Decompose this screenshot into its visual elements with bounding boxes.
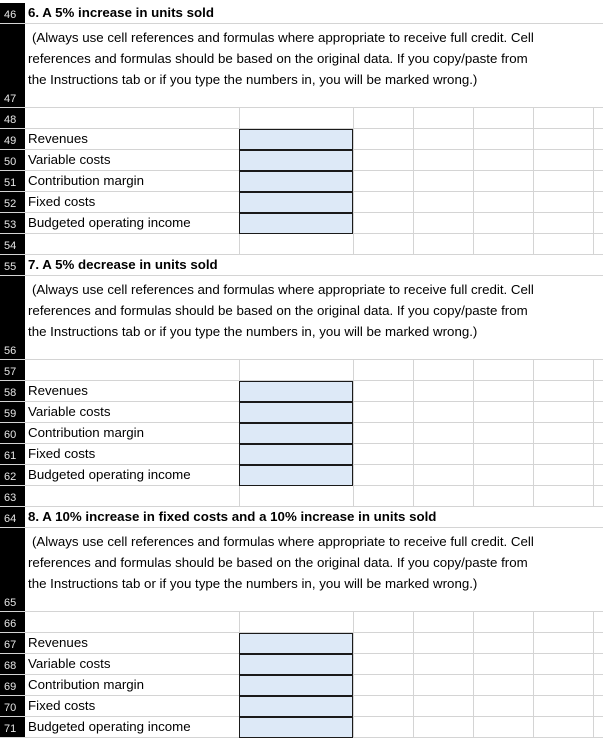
blank-row[interactable]	[0, 234, 603, 255]
column-gridline	[413, 402, 414, 422]
answer-input-cell[interactable]	[239, 444, 353, 465]
line-item-label: Revenues	[28, 635, 88, 650]
column-gridline	[473, 192, 474, 212]
instructions-text	[28, 279, 589, 342]
answer-input-cell[interactable]	[239, 402, 353, 423]
column-gridline	[239, 234, 240, 254]
row-number[interactable]: 67	[0, 633, 25, 653]
column-gridline	[473, 381, 474, 401]
blank-row[interactable]	[0, 360, 603, 381]
column-gridline	[593, 654, 594, 674]
column-gridline	[473, 234, 474, 254]
line-item-row[interactable]	[0, 150, 603, 171]
column-gridline	[593, 171, 594, 191]
instructions-text	[28, 531, 589, 594]
line-item-row[interactable]	[0, 402, 603, 423]
line-item-label: Variable costs	[28, 152, 111, 167]
row-number[interactable]: 64	[0, 507, 25, 527]
column-gridline	[593, 381, 594, 401]
column-gridline	[593, 150, 594, 170]
answer-input-cell[interactable]	[239, 129, 353, 150]
column-gridline	[473, 171, 474, 191]
column-gridline	[533, 150, 534, 170]
instructions-row[interactable]	[0, 528, 603, 612]
column-gridline	[353, 612, 354, 632]
column-gridline	[533, 654, 534, 674]
column-gridline	[413, 150, 414, 170]
column-gridline	[593, 612, 594, 632]
answer-input-cell[interactable]	[239, 675, 353, 696]
line-item-row[interactable]	[0, 444, 603, 465]
column-gridline	[473, 654, 474, 674]
column-gridline	[533, 234, 534, 254]
answer-input-cell[interactable]	[239, 423, 353, 444]
column-gridline	[413, 213, 414, 233]
instructions-line: the Instructions tab or if you type the numbers in, you will be marked wrong.)	[28, 324, 478, 339]
line-item-label: Contribution margin	[28, 173, 145, 188]
line-item-label: Fixed costs	[28, 194, 96, 209]
column-gridline	[533, 717, 534, 737]
line-item-row[interactable]	[0, 129, 603, 150]
column-gridline	[413, 171, 414, 191]
instructions-line: the Instructions tab or if you type the numbers in, you will be marked wrong.)	[28, 72, 478, 87]
line-item-label: Budgeted operating income	[28, 215, 191, 230]
line-item-row[interactable]	[0, 633, 603, 654]
column-gridline	[413, 675, 414, 695]
row-number[interactable]: 66	[0, 612, 25, 632]
line-item-label: Revenues	[28, 383, 88, 398]
column-gridline	[533, 108, 534, 128]
column-gridline	[533, 444, 534, 464]
row-number[interactable]: 50	[0, 150, 25, 170]
line-item-row[interactable]	[0, 654, 603, 675]
column-gridline	[353, 129, 354, 149]
blank-row[interactable]	[0, 486, 603, 507]
column-gridline	[593, 696, 594, 716]
instructions-line: the Instructions tab or if you type the numbers in, you will be marked wrong.)	[28, 576, 478, 591]
answer-input-cell[interactable]	[239, 465, 353, 486]
column-gridline	[473, 444, 474, 464]
column-gridline	[533, 213, 534, 233]
column-gridline	[533, 402, 534, 422]
column-gridline	[353, 423, 354, 443]
column-gridline	[473, 402, 474, 422]
column-gridline	[413, 360, 414, 380]
line-item-label: Contribution margin	[28, 425, 145, 440]
column-gridline	[593, 360, 594, 380]
column-gridline	[353, 234, 354, 254]
answer-input-cell[interactable]	[239, 381, 353, 402]
column-gridline	[413, 108, 414, 128]
column-gridline	[593, 675, 594, 695]
column-gridline	[473, 360, 474, 380]
column-gridline	[533, 486, 534, 506]
column-gridline	[533, 465, 534, 485]
instructions-line: (Always use cell references and formulas where appropriate to receive full credit. Cell	[32, 534, 534, 549]
column-gridline	[593, 633, 594, 653]
column-gridline	[413, 654, 414, 674]
section-heading: 7. A 5% decrease in units sold	[28, 257, 218, 272]
column-gridline	[473, 612, 474, 632]
answer-input-cell[interactable]	[239, 717, 353, 738]
column-gridline	[413, 192, 414, 212]
column-gridline	[533, 612, 534, 632]
line-item-label: Variable costs	[28, 404, 111, 419]
column-gridline	[413, 696, 414, 716]
column-gridline	[353, 486, 354, 506]
answer-input-cell[interactable]	[239, 192, 353, 213]
column-gridline	[533, 633, 534, 653]
column-gridline	[593, 486, 594, 506]
column-gridline	[353, 717, 354, 737]
column-gridline	[413, 234, 414, 254]
column-gridline	[473, 675, 474, 695]
row-number[interactable]: 62	[0, 465, 25, 485]
column-gridline	[239, 108, 240, 128]
line-item-label: Variable costs	[28, 656, 111, 671]
column-gridline	[413, 444, 414, 464]
line-item-row[interactable]	[0, 696, 603, 717]
row-number[interactable]: 70	[0, 696, 25, 716]
column-gridline	[353, 444, 354, 464]
line-item-row[interactable]	[0, 717, 603, 738]
column-gridline	[353, 192, 354, 212]
row-number[interactable]: 58	[0, 381, 25, 401]
column-gridline	[413, 633, 414, 653]
line-item-label: Budgeted operating income	[28, 467, 191, 482]
column-gridline	[473, 465, 474, 485]
row-number[interactable]: 69	[0, 675, 25, 695]
column-gridline	[473, 150, 474, 170]
column-gridline	[413, 717, 414, 737]
row-number[interactable]: 56	[0, 276, 25, 359]
column-gridline	[239, 360, 240, 380]
line-item-label: Contribution margin	[28, 677, 145, 692]
column-gridline	[353, 171, 354, 191]
column-gridline	[353, 381, 354, 401]
row-number[interactable]: 46	[0, 3, 25, 23]
column-gridline	[413, 612, 414, 632]
blank-row[interactable]	[0, 108, 603, 129]
column-gridline	[593, 423, 594, 443]
line-item-label: Fixed costs	[28, 446, 96, 461]
section-heading-row[interactable]	[0, 507, 603, 528]
column-gridline	[593, 717, 594, 737]
row-number[interactable]: 65	[0, 528, 25, 611]
column-gridline	[593, 444, 594, 464]
column-gridline	[533, 423, 534, 443]
column-gridline	[413, 423, 414, 443]
column-gridline	[473, 633, 474, 653]
column-gridline	[353, 213, 354, 233]
column-gridline	[353, 633, 354, 653]
row-number[interactable]: 49	[0, 129, 25, 149]
column-gridline	[593, 465, 594, 485]
row-number[interactable]: 59	[0, 402, 25, 422]
instructions-line: references and formulas should be based on the original data. If you copy/paste from	[28, 51, 528, 66]
section-heading: 6. A 5% increase in units sold	[28, 5, 214, 20]
column-gridline	[353, 696, 354, 716]
column-gridline	[473, 108, 474, 128]
column-gridline	[473, 423, 474, 443]
column-gridline	[593, 213, 594, 233]
column-gridline	[239, 612, 240, 632]
column-gridline	[413, 465, 414, 485]
line-item-label: Fixed costs	[28, 698, 96, 713]
row-number[interactable]: 57	[0, 360, 25, 380]
line-item-label: Revenues	[28, 131, 88, 146]
column-gridline	[593, 108, 594, 128]
column-gridline	[353, 150, 354, 170]
column-gridline	[593, 192, 594, 212]
row-number[interactable]: 53	[0, 213, 25, 233]
answer-input-cell[interactable]	[239, 654, 353, 675]
line-item-row[interactable]	[0, 465, 603, 486]
column-gridline	[473, 717, 474, 737]
column-gridline	[593, 234, 594, 254]
column-gridline	[353, 654, 354, 674]
row-number[interactable]: 71	[0, 717, 25, 737]
row-number[interactable]: 51	[0, 171, 25, 191]
column-gridline	[533, 171, 534, 191]
column-gridline	[353, 360, 354, 380]
row-number[interactable]: 63	[0, 486, 25, 506]
row-number[interactable]: 54	[0, 234, 25, 254]
column-gridline	[473, 213, 474, 233]
column-gridline	[533, 675, 534, 695]
column-gridline	[473, 129, 474, 149]
instructions-line: (Always use cell references and formulas where appropriate to receive full credit. Cell	[32, 30, 534, 45]
column-gridline	[473, 486, 474, 506]
column-gridline	[593, 402, 594, 422]
section-heading-row[interactable]	[0, 3, 603, 24]
column-gridline	[413, 381, 414, 401]
column-gridline	[353, 675, 354, 695]
row-number[interactable]: 48	[0, 108, 25, 128]
answer-input-cell[interactable]	[239, 171, 353, 192]
column-gridline	[533, 192, 534, 212]
instructions-line: references and formulas should be based on the original data. If you copy/paste from	[28, 303, 528, 318]
line-item-row[interactable]	[0, 423, 603, 444]
instructions-line: references and formulas should be based on the original data. If you copy/paste from	[28, 555, 528, 570]
answer-input-cell[interactable]	[239, 150, 353, 171]
line-item-row[interactable]	[0, 192, 603, 213]
column-gridline	[533, 129, 534, 149]
row-number[interactable]: 61	[0, 444, 25, 464]
row-number[interactable]: 47	[0, 24, 25, 107]
answer-input-cell[interactable]	[239, 696, 353, 717]
column-gridline	[413, 129, 414, 149]
column-gridline	[593, 129, 594, 149]
column-gridline	[533, 696, 534, 716]
column-gridline	[533, 360, 534, 380]
instructions-row[interactable]	[0, 276, 603, 360]
row-number[interactable]: 52	[0, 192, 25, 212]
instructions-line: (Always use cell references and formulas where appropriate to receive full credit. Cell	[32, 282, 534, 297]
column-gridline	[353, 402, 354, 422]
column-gridline	[413, 486, 414, 506]
column-gridline	[353, 465, 354, 485]
section-heading-row[interactable]	[0, 255, 603, 276]
blank-row[interactable]	[0, 612, 603, 633]
line-item-row[interactable]	[0, 675, 603, 696]
line-item-row[interactable]	[0, 171, 603, 192]
line-item-row[interactable]	[0, 381, 603, 402]
row-number[interactable]: 55	[0, 255, 25, 275]
instructions-text	[28, 27, 589, 90]
section-heading: 8. A 10% increase in fixed costs and a 10% increase in units sold	[28, 509, 437, 524]
answer-input-cell[interactable]	[239, 633, 353, 654]
answer-input-cell[interactable]	[239, 213, 353, 234]
column-gridline	[533, 381, 534, 401]
column-gridline	[473, 696, 474, 716]
row-number[interactable]: 60	[0, 423, 25, 443]
line-item-row[interactable]	[0, 213, 603, 234]
instructions-row[interactable]	[0, 24, 603, 108]
line-item-label: Budgeted operating income	[28, 719, 191, 734]
row-number[interactable]: 68	[0, 654, 25, 674]
column-gridline	[353, 108, 354, 128]
column-gridline	[239, 486, 240, 506]
